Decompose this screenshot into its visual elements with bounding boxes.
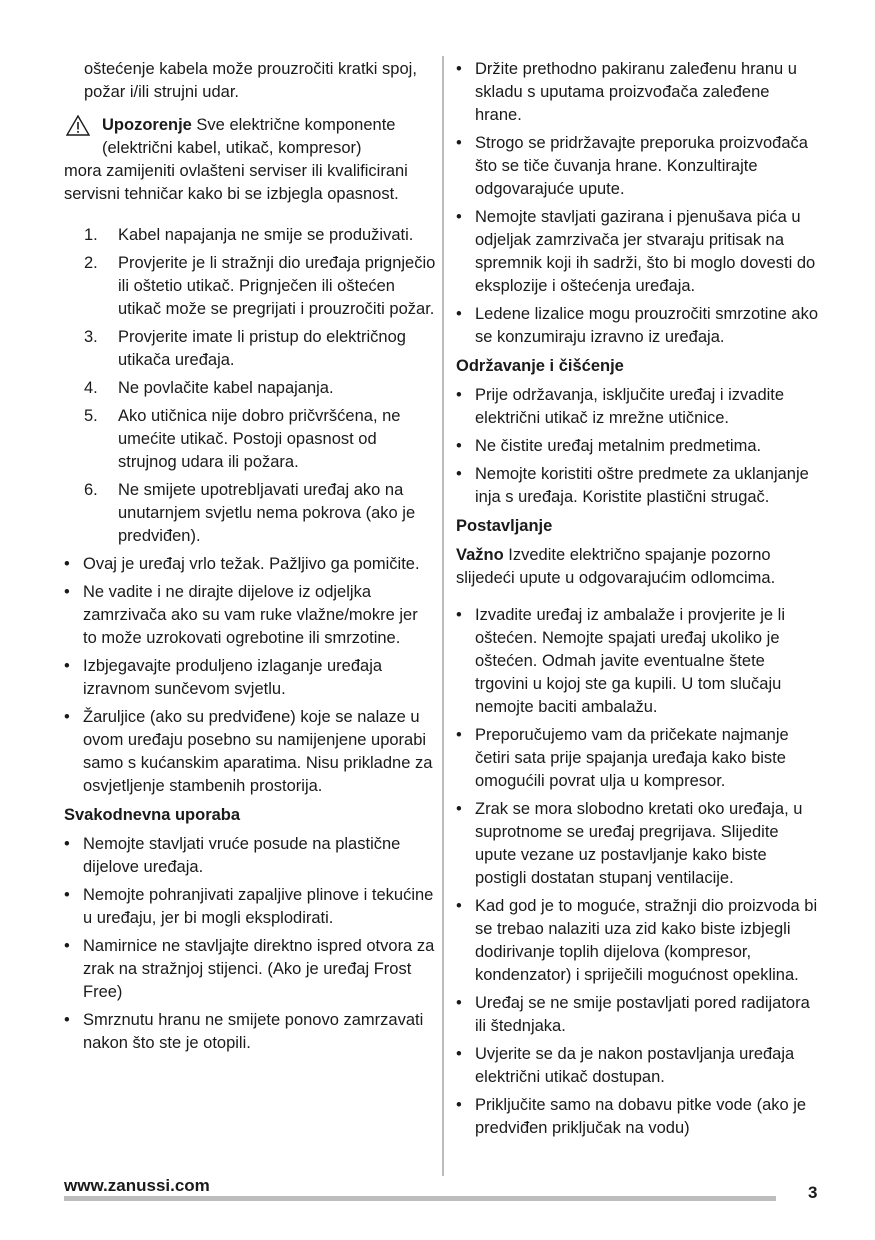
bullet-icon: • (456, 465, 462, 483)
bullet-icon: • (456, 305, 462, 323)
right-column (456, 58, 818, 1146)
numbered-item: 5. Ako utičnica nije dobro pričvršćena, ne umećite utikač. Postoji opasnost od strujnog udara ili požara. (84, 407, 401, 471)
warning-triangle-icon (66, 115, 90, 136)
important-note (456, 544, 818, 590)
bullet-icon: • (456, 800, 462, 818)
installation-list (456, 604, 818, 1140)
bullet-icon: • (64, 835, 70, 853)
bullet-icon: • (456, 994, 462, 1012)
numbered-item: 4. Ne povlačite kabel napajanja. (84, 379, 334, 397)
bullet-icon: • (456, 726, 462, 744)
bullet-item: • Prije održavanja, isključite uređaj i izvadite električni utikač iz mrežne utičnice. (456, 386, 785, 427)
bullet-item: • Izvadite uređaj iz ambalaže i provjerite je li oštećen. Nemojte spajati uređaj ukoliko je oštećen. Odmah javite eventualne štete trgovini u kojoj ste ga kupili. U tom slučaju nemojte baciti ambalažu. (456, 606, 785, 716)
numbered-item: 6. Ne smijete upotrebljavati uređaj ako na unutarnjem svjetlu nema pokrova (ako je predviđen). (84, 481, 416, 545)
left-column (64, 58, 436, 1061)
bullet-item: • Namirnice ne stavljajte direktno ispred otvora za zrak na stražnjoj stijenci. (Ako je uređaj Frost Free) (64, 937, 435, 1001)
numbered-item: 3. Provjerite imate li pristup do električnog utikača uređaja. (84, 328, 406, 369)
bullet-item: • Nemojte koristiti oštre predmete za uklanjanje inja s uređaja. Koristite plastični strugač. (456, 465, 809, 506)
bullet-icon: • (456, 386, 462, 404)
warning-text-rest: mora zamijeniti ovlašteni serviser ili kvalificirani servisni tehničar kako bi se izbjegla opasnost. (64, 162, 408, 203)
bullet-icon: • (456, 1045, 462, 1063)
column-divider (442, 56, 444, 1176)
installation-heading: Postavljanje (456, 517, 553, 535)
bullet-item: • Nemojte stavljati vruće posude na plastične dijelove uređaja. (64, 835, 401, 876)
bullet-item: • Zrak se mora slobodno kretati oko uređaja, u suprotnome se uređaj pregrijava. Slijedite upute vezane uz postavljanje kako biste postigli dostatan stupanj ventilacije. (456, 800, 803, 887)
bullet-item: • Žaruljice (ako su predviđene) koje se nalaze u ovom uređaju posebno su namijenjene uporabi samo s kućanskim aparatima. Nisu prikladne za osvjetljenje stambenih prostorija. (64, 708, 433, 795)
bullet-item: • Preporučujemo vam da pričekate najmanje četiri sata prije spajanja uređaja kako biste omogućili povrat ulja u kompresor. (456, 726, 789, 790)
bullet-icon: • (456, 208, 462, 226)
maintenance-list (456, 384, 818, 509)
numbered-item: 1. Kabel napajanja ne smije se produživati. (84, 226, 414, 244)
continuation-text: oštećenje kabela može prouzročiti kratki spoj, požar i/ili strujni udar. (84, 60, 417, 101)
bullet-icon: • (456, 437, 462, 455)
bullet-item: • Ledene lizalice mogu prouzročiti smrzotine ako se konzumiraju izravno iz uređaja. (456, 305, 819, 346)
important-label: Važno (456, 546, 504, 564)
bullet-icon: • (64, 886, 70, 904)
maintenance-heading: Održavanje i čišćenje (456, 357, 624, 375)
bullet-icon: • (456, 606, 462, 624)
bullet-icon: • (64, 657, 70, 675)
bullet-item: • Priključite samo na dobavu pitke vode (ako je predviđen priključak na vodu) (456, 1096, 807, 1137)
numbered-list (64, 224, 436, 548)
bullet-item: • Nemojte pohranjivati zapaljive plinove i tekućine u uređaju, jer bi mogli eksplodirati. (64, 886, 434, 927)
bullet-item: • Ne čistite uređaj metalnim predmetima. (456, 435, 818, 458)
warning-label: Upozorenje (102, 116, 192, 134)
bullet-item: • Ovaj je uređaj vrlo težak. Pažljivo ga pomičite. (64, 553, 436, 576)
bullet-item: • Nemojte stavljati gazirana i pjenušava pića u odjeljak zamrzivača jer stvaraju pritisak na spremnik koji ih sadrži, što bi moglo dovesti do eksplozije i oštećenja uređaja. (456, 208, 816, 295)
daily-use-list (64, 833, 436, 1055)
bullet-icon: • (64, 555, 70, 573)
bullet-icon: • (456, 60, 462, 78)
footer-bar (64, 1196, 776, 1201)
bullet-icon: • (64, 583, 70, 601)
bullet-icon: • (456, 1096, 462, 1114)
bullet-item: • Uvjerite se da je nakon postavljanja uređaja električni utikač dostupan. (456, 1045, 795, 1086)
bullet-item: • Smrznutu hranu ne smijete ponovo zamrzavati nakon što ste je otopili. (64, 1011, 424, 1052)
warning-text-line1: Sve električne komponente (191, 116, 396, 134)
bullet-item: • Uređaj se ne smije postavljati pored radijatora ili štednjaka. (456, 994, 810, 1035)
important-text: Izvedite električno spajanje pozorno slijedeći upute u odgovarajućim odlomcima. (456, 546, 776, 587)
bullet-item: • Kad god je to moguće, stražnji dio proizvoda bi se trebao nalaziti uza zid kako biste izbjegli dodirivanje toplih dijelova (kompresor, kondenzator) i spriječili mogućnost opeklina. (456, 897, 818, 984)
storage-bullet-list (456, 58, 818, 349)
daily-use-heading: Svakodnevna uporaba (64, 806, 241, 824)
bullet-item: • Držite prethodno pakiranu zaleđenu hranu u skladu s uputama proizvođača zaleđene hrane. (456, 60, 797, 124)
safety-bullet-list (64, 553, 436, 798)
bullet-item: • Izbjegavajte produljeno izlaganje uređaja izravnom sunčevom svjetlu. (64, 657, 383, 698)
bullet-icon: • (456, 897, 462, 915)
page-number: 3 (808, 1183, 818, 1202)
numbered-item: 2. Provjerite je li stražnji dio uređaja prignječio ili oštetio utikač. Prignječen ili oštećen utikač može se pregrijati i prouzročiti požar. (84, 254, 436, 318)
bullet-icon: • (64, 1011, 70, 1029)
warning-block (64, 114, 436, 206)
bullet-item: • Ne vadite i ne dirajte dijelove iz odjeljka zamrzivača ako su vam ruke vlažne/mokre jer to može uzrokovati ogrebotine ili smrzotine. (64, 583, 418, 647)
bullet-item: • Strogo se pridržavajte preporuka proizvođača što se tiče čuvanja hrane. Konzultirajte odgovarajuće upute. (456, 134, 808, 198)
bullet-icon: • (456, 134, 462, 152)
warning-text-line2: (električni kabel, utikač, kompresor) (102, 139, 362, 157)
bullet-icon: • (64, 937, 70, 955)
bullet-icon: • (64, 708, 70, 726)
footer-website-link[interactable]: www.zanussi.com (64, 1176, 210, 1195)
